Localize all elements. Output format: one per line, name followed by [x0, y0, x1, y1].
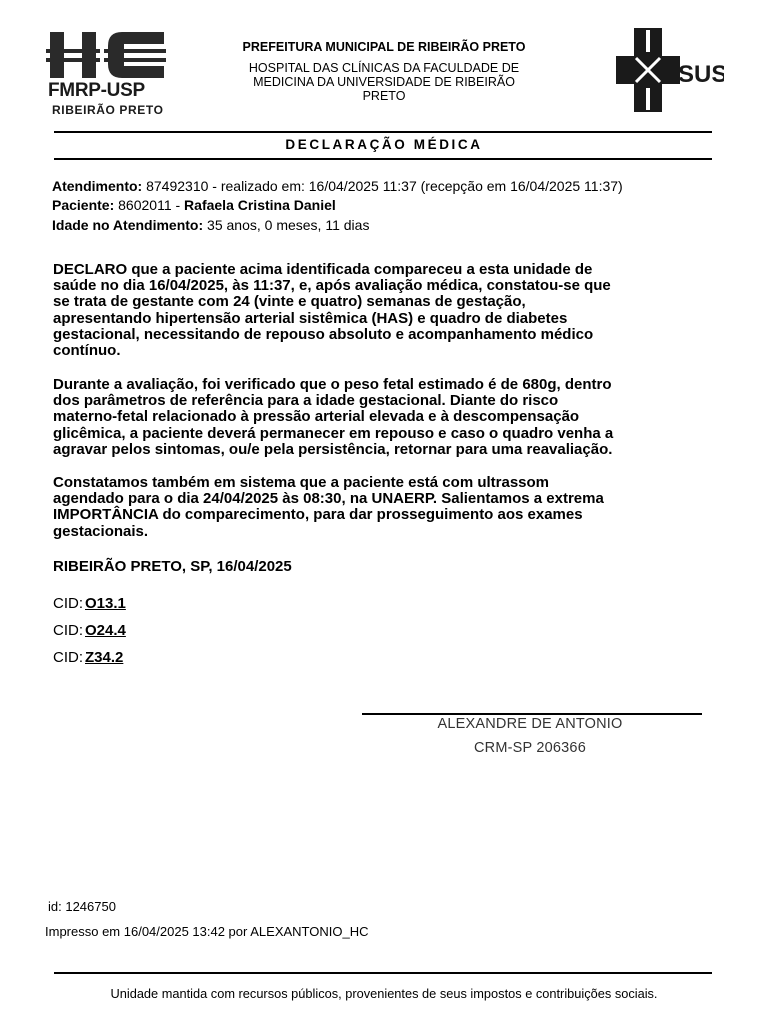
cid-label: CID:	[53, 649, 83, 666]
sus-logo-text: SUS	[678, 61, 724, 88]
paragraph-line: glicêmica, a paciente deverá permanecer em repouso e caso o quadro venha a	[53, 424, 614, 442]
paragraph-line: Constatamos também em sistema que a paciente está com ultrassom	[53, 474, 550, 491]
paragraph-line: agendado para o dia 24/04/2025 às 08:30, na UNAERP. Salientamos a extrema	[53, 490, 604, 508]
city-date: RIBEIRÃO PRETO, SP, 16/04/2025	[53, 558, 292, 575]
declaration-paragraph-2	[53, 377, 721, 458]
paragraph-line: gestacionais.	[53, 522, 149, 540]
cid-row	[53, 595, 126, 612]
hospital-name-line: HOSPITAL DAS CLÍNICAS DA FACULDADE DE	[248, 61, 520, 75]
sus-logo	[614, 26, 724, 116]
printed-info: Impresso em 16/04/2025 13:42 por ALEXANTONIO_HC	[45, 924, 369, 939]
document-id: id: 1246750	[48, 899, 116, 914]
hospital-name-line: MEDICINA DA UNIVERSIDADE DE RIBEIRÃO	[253, 75, 515, 89]
paragraph-line: apresentando hipertensão arterial sistêmica (HAS) e quadro de diabetes	[53, 309, 568, 327]
document-title: DECLARAÇÃO MÉDICA	[285, 137, 483, 152]
paciente-label: Paciente:	[52, 197, 115, 213]
atendimento-label: Atendimento:	[52, 178, 143, 194]
paciente-name: Rafaela Cristina Daniel	[184, 197, 336, 213]
prefeitura-title: PREFEITURA MUNICIPAL DE RIBEIRÃO PRETO	[242, 40, 526, 54]
signature-name: ALEXANDRE DE ANTONIO	[437, 716, 623, 732]
hospital-name-line: PRETO	[362, 89, 406, 103]
paragraph-line: DECLARO que a paciente acima identificada compareceu a esta unidade de	[53, 261, 593, 278]
paragraph-line: agravar pelos sintomas, ou/e pela persistência, retornar para uma reavaliação.	[53, 440, 613, 458]
declaration-paragraph-3	[53, 475, 721, 540]
cid-row	[53, 622, 126, 639]
paragraph-line: IMPORTÂNCIA do comparecimento, para dar prosseguimento aos exames	[53, 506, 583, 524]
paragraph-line: gestacional, necessitando de repouso absoluto e acompanhamento médico	[53, 325, 594, 343]
paragraph-line: dos parâmetros de referência para a idade gestacional. Diante do risco	[53, 392, 559, 410]
paciente-id: 8602011 -	[118, 197, 181, 213]
idade-value: 35 anos, 0 meses, 11 dias	[207, 217, 370, 233]
cid-code: O24.4	[85, 622, 126, 639]
signature-line	[362, 713, 702, 715]
hc-logo-mark-icon	[46, 30, 168, 82]
paragraph-line: se trata de gestante com 24 (vinte e quatro) semanas de gestação,	[53, 293, 526, 311]
idade-row	[52, 217, 369, 233]
footer-note: Unidade mantida com recursos públicos, provenientes de seus impostos e contribuições sociais.	[110, 986, 658, 1001]
paragraph-line: Durante a avaliação, foi verificado que o peso fetal estimado é de 680g, dentro	[53, 376, 612, 393]
hospital-name	[220, 61, 548, 103]
idade-label: Idade no Atendimento:	[52, 217, 204, 233]
signature-crm: CRM-SP 206366	[474, 740, 586, 756]
title-rule-top	[54, 131, 712, 133]
paragraph-line: contínuo.	[53, 342, 121, 360]
atendimento-value: 87492310 - realizado em: 16/04/2025 11:37 (recepção em 16/04/2025 11:37)	[146, 178, 623, 194]
title-rule-bottom	[54, 158, 712, 160]
cid-label: CID:	[53, 595, 83, 612]
cid-code: Z34.2	[85, 649, 124, 666]
atendimento-row	[52, 178, 623, 194]
hc-fmrp-logo	[46, 30, 168, 118]
logo-subtitle-city: RIBEIRÃO PRETO	[52, 103, 164, 117]
cid-code: O13.1	[85, 595, 126, 612]
cid-label: CID:	[53, 622, 83, 639]
logo-subtitle-fmrp: FMRP-USP	[48, 80, 145, 101]
paciente-row	[52, 197, 336, 213]
paragraph-line: saúde no dia 16/04/2025, às 11:37, e, após avaliação médica, constatou-se que	[53, 277, 611, 295]
cid-row	[53, 649, 123, 666]
footer-rule	[54, 972, 712, 974]
declaration-paragraph-1	[53, 262, 721, 359]
paragraph-line: materno-fetal relacionado à pressão arterial elevada e à descompensação	[53, 408, 580, 426]
sus-cross-icon	[614, 26, 724, 116]
